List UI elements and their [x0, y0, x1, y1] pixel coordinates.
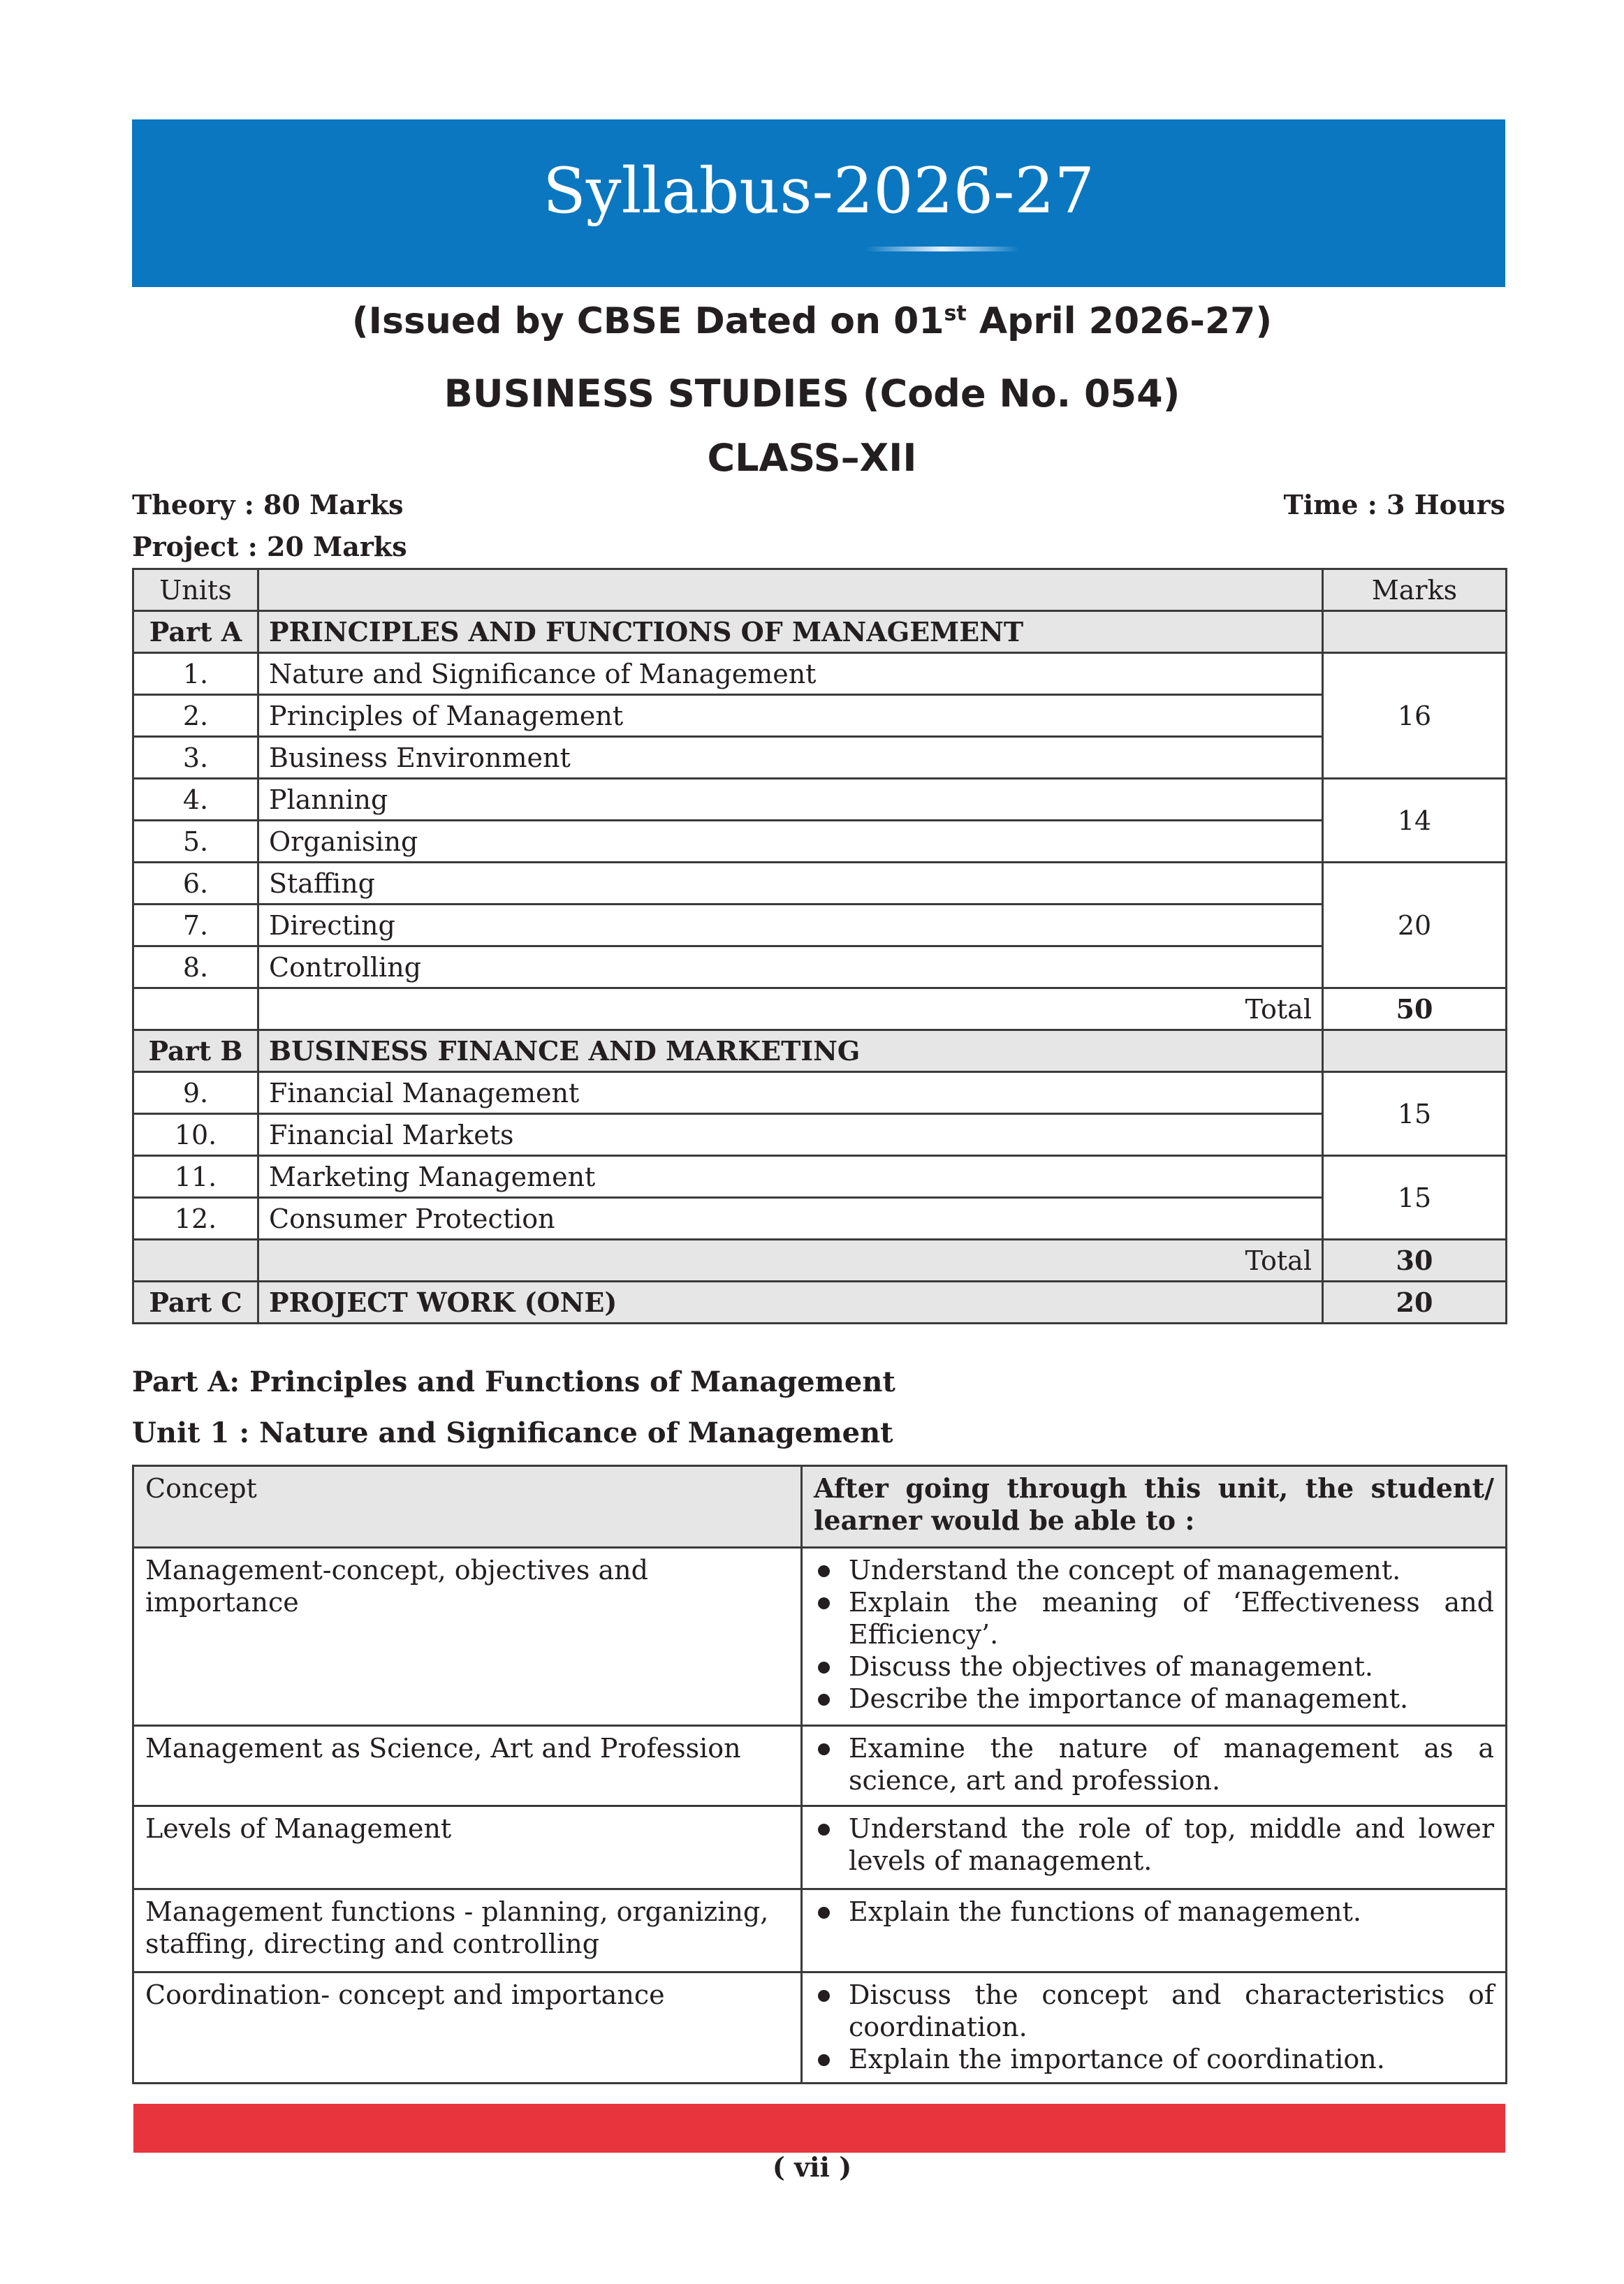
outcome-cell [802, 1726, 1507, 1806]
concept-row [133, 1726, 1507, 1806]
concept-cell: Management-concept, objectives and importance [133, 1548, 802, 1726]
outcome-list [814, 1979, 1494, 2075]
unit-1-heading: Unit 1 : Nature and Significance of Management [132, 1416, 893, 1449]
outcome-cell [802, 1889, 1507, 1972]
outcome-list [814, 1554, 1494, 1715]
unit-number: 6. [133, 863, 258, 905]
project-marks: Project : 20 Marks [132, 531, 407, 562]
table-row [133, 905, 1507, 946]
table-row [133, 653, 1507, 695]
marks-header: Marks [1323, 569, 1507, 611]
unit-number: 12. [133, 1198, 258, 1240]
total-value: 50 [1323, 988, 1507, 1030]
title-banner [132, 119, 1505, 287]
concept-row [133, 1806, 1507, 1889]
unit-group-marks: 15 [1323, 1072, 1507, 1156]
total-row-part-b [133, 1240, 1507, 1282]
time-allowed: Time : 3 Hours [1283, 489, 1505, 520]
unit-number: 7. [133, 905, 258, 946]
list-item: Discuss the objectives of management. [849, 1650, 1494, 1683]
unit-number: 10. [133, 1114, 258, 1156]
unit-name: Nature and Significance of Management [258, 653, 1323, 695]
outcome-header: After going through this unit, the student/ learner would be able to : [802, 1466, 1507, 1548]
issued-prefix: (Issued by CBSE Dated on 01 [351, 300, 944, 342]
concept-header-row [133, 1466, 1507, 1548]
unit-1-concept-table [132, 1465, 1507, 2084]
list-item: Explain the functions of management. [849, 1896, 1494, 1928]
unit-name: Directing [258, 905, 1323, 946]
list-item: Examine the nature of management as a science, art and profession. [849, 1733, 1494, 1796]
outcome-cell [802, 1972, 1507, 2084]
unit-name: Organising [258, 821, 1323, 863]
concept-row [133, 1889, 1507, 1972]
part-a-row [133, 611, 1507, 653]
banner-title: Syllabus-2026-27 [543, 154, 1095, 228]
part-c-marks: 20 [1323, 1282, 1507, 1324]
list-item: Discuss the concept and characteristics of coordination. [849, 1979, 1494, 2042]
concept-cell: Management as Science, Art and Profession [133, 1726, 802, 1806]
unit-name: Marketing Management [258, 1156, 1323, 1198]
concept-row [133, 1972, 1507, 2084]
unit-group-marks: 15 [1323, 1156, 1507, 1240]
unit-number: 11. [133, 1156, 258, 1198]
table-row [133, 946, 1507, 988]
outcome-list [814, 1896, 1494, 1928]
part-c-title: PROJECT WORK (ONE) [258, 1282, 1323, 1324]
unit-name: Controlling [258, 946, 1323, 988]
unit-group-marks: 20 [1323, 863, 1507, 988]
concept-header: Concept [133, 1466, 802, 1548]
part-b-title: BUSINESS FINANCE AND MARKETING [258, 1030, 1323, 1072]
unit-number: 9. [133, 1072, 258, 1114]
blank-header [258, 569, 1323, 611]
footer-bar [133, 2104, 1505, 2153]
total-row-part-a [133, 988, 1507, 1030]
table-row [133, 821, 1507, 863]
part-b-marks-blank [1323, 1030, 1507, 1072]
unit-name: Business Environment [258, 737, 1323, 779]
table-row [133, 737, 1507, 779]
outcome-list [814, 1813, 1494, 1877]
unit-name: Principles of Management [258, 695, 1323, 737]
table-row [133, 1114, 1507, 1156]
table-row [133, 863, 1507, 905]
list-item: Explain the meaning of ‘Effectiveness and Efficiency’. [849, 1587, 1494, 1650]
part-a-label: Part A [133, 611, 258, 653]
unit-name: Financial Management [258, 1072, 1323, 1114]
unit-number: 1. [133, 653, 258, 695]
issued-line [0, 300, 1624, 342]
concept-cell: Levels of Management [133, 1806, 802, 1889]
concept-cell: Coordination- concept and importance [133, 1972, 802, 2084]
banner-underline-decoration [865, 247, 1019, 251]
part-a-heading: Part A: Principles and Functions of Management [132, 1366, 895, 1398]
subject-heading: BUSINESS STUDIES (Code No. 054) [444, 372, 1180, 416]
total-label: Total [258, 1240, 1323, 1282]
outcome-cell [802, 1548, 1507, 1726]
unit-group-marks: 16 [1323, 653, 1507, 779]
list-item: Describe the importance of management. [849, 1683, 1494, 1715]
part-b-row [133, 1030, 1507, 1072]
part-b-label: Part B [133, 1030, 258, 1072]
table-row [133, 1156, 1507, 1198]
part-a-marks-blank [1323, 611, 1507, 653]
list-item: Understand the concept of management. [849, 1554, 1494, 1586]
issued-superscript: st [944, 301, 967, 326]
table-row [133, 695, 1507, 737]
outcome-list [814, 1732, 1494, 1796]
list-item: Understand the role of top, middle and lower levels of management. [849, 1813, 1494, 1876]
page-number: ( vii ) [772, 2151, 852, 2183]
total-label: Total [258, 988, 1323, 1030]
part-a-title: PRINCIPLES AND FUNCTIONS OF MANAGEMENT [258, 611, 1323, 653]
marks-distribution-table [132, 568, 1507, 1324]
table-header-row [133, 569, 1507, 611]
unit-number: 5. [133, 821, 258, 863]
units-header: Units [133, 569, 258, 611]
list-item: Explain the importance of coordination. [849, 2043, 1494, 2075]
unit-name: Staffing [258, 863, 1323, 905]
part-c-label: Part C [133, 1282, 258, 1324]
unit-name: Consumer Protection [258, 1198, 1323, 1240]
part-c-row [133, 1282, 1507, 1324]
unit-number: 8. [133, 946, 258, 988]
unit-number: 3. [133, 737, 258, 779]
unit-name: Financial Markets [258, 1114, 1323, 1156]
theory-marks: Theory : 80 Marks [132, 489, 404, 520]
class-heading: CLASS–XII [707, 436, 917, 480]
total-blank [133, 988, 258, 1030]
unit-number: 4. [133, 779, 258, 821]
total-blank [133, 1240, 258, 1282]
concept-row [133, 1548, 1507, 1726]
total-value: 30 [1323, 1240, 1507, 1282]
concept-cell: Management functions - planning, organizing, staffing, directing and controlling [133, 1889, 802, 1972]
table-row [133, 779, 1507, 821]
unit-number: 2. [133, 695, 258, 737]
table-row [133, 1198, 1507, 1240]
outcome-cell [802, 1806, 1507, 1889]
table-row [133, 1072, 1507, 1114]
issued-suffix: April 2026-27) [966, 300, 1273, 342]
unit-group-marks: 14 [1323, 779, 1507, 863]
unit-name: Planning [258, 779, 1323, 821]
